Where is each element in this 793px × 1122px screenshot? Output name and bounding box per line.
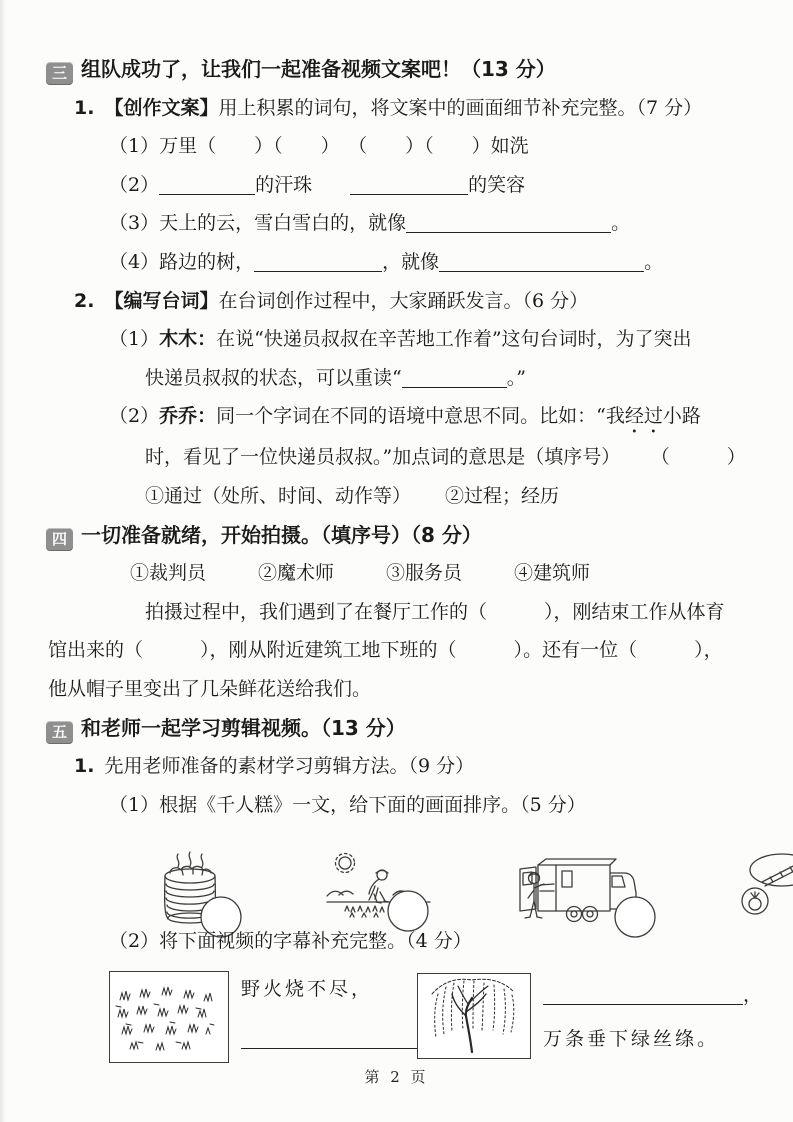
- q2-item-1-line-2: [145, 359, 765, 398]
- option-2: ②过程；经历: [445, 484, 560, 507]
- caption-line: [241, 971, 441, 1007]
- q1-header: [74, 89, 765, 128]
- item-number: （2）: [109, 930, 160, 953]
- section-3-marker-icon: 三: [46, 62, 73, 85]
- item-number: （1）: [109, 328, 160, 351]
- item-text: 。: [611, 212, 631, 235]
- item-number: （1）: [109, 793, 160, 816]
- section-4-paragraph-line-2: [48, 631, 765, 670]
- answer-paren[interactable]: （ ）: [424, 135, 491, 158]
- item-text: 万里: [159, 135, 198, 158]
- caption-line: [543, 1021, 765, 1057]
- section-5-marker-icon: 五: [46, 721, 73, 744]
- item-text: 天上的云，雪白雪白的，就像: [159, 212, 407, 235]
- paragraph-text: 。还有一位: [523, 639, 619, 662]
- answer-blank[interactable]: [402, 368, 507, 388]
- paragraph-text: ，刚从附近建筑工地下班的: [209, 639, 438, 662]
- answer-paren[interactable]: （ ）: [437, 639, 524, 662]
- section-5-title: 和老师一起学习剪辑视频。（13 分）: [81, 715, 406, 740]
- answer-paren[interactable]: （ ）: [660, 446, 746, 469]
- speaker-name: 木木：: [159, 328, 217, 351]
- caption-line: [241, 1021, 441, 1057]
- q2-header: [74, 282, 765, 321]
- item-text: 。: [644, 250, 664, 273]
- caption-grass-text: [241, 971, 441, 1063]
- answer-paren[interactable]: （ ）: [197, 135, 274, 158]
- answer-blank[interactable]: [543, 985, 743, 1005]
- item-text: 的汗珠: [255, 173, 313, 196]
- item-text: 时，看见了一位快递员叔叔。”加点词的意思是（填序号）: [145, 446, 621, 469]
- q5-1-item-1: [109, 786, 765, 825]
- q2-label: 【编写台词】: [104, 289, 219, 312]
- answer-paren[interactable]: （ ）: [273, 135, 340, 158]
- caption-text: 万条垂下绿丝绦。: [543, 1027, 720, 1050]
- answer-paren[interactable]: （ ）: [618, 639, 704, 662]
- item-number: （1）: [109, 135, 160, 158]
- item-text: ，就像: [382, 250, 440, 273]
- item-text: 将下面视频的字幕补充完整。（4 分）: [159, 930, 472, 953]
- section-4-options: [130, 554, 765, 593]
- q1-label: 【创作文案】: [104, 96, 219, 119]
- item-number: （3）: [109, 212, 160, 235]
- section-3-title: 组队成功了，让我们一起准备视频文案吧！（13 分）: [81, 57, 556, 81]
- item-text: 的笑容: [468, 173, 526, 196]
- option-2: ②魔术师: [258, 562, 335, 585]
- paragraph-text: 拍摄过程中，我们遇到了在餐厅工作的: [145, 600, 469, 623]
- q5-1-text: 先用老师准备的素材学习剪辑方法。（9 分）: [104, 755, 475, 778]
- answer-circle[interactable]: [615, 897, 655, 937]
- q2-item-2-options: [145, 477, 765, 516]
- section-3-header: [46, 50, 765, 89]
- q2-item-2-line-2: [145, 438, 765, 477]
- item-number: （2）: [109, 173, 160, 196]
- answer-blank[interactable]: [159, 175, 255, 195]
- option-1: ①通过（处所、时间、动作等）: [145, 484, 412, 507]
- paragraph-text: 他从帽子里变出了几朵鲜花送给我们。: [48, 677, 372, 700]
- answer-blank[interactable]: [406, 213, 611, 233]
- section-4-marker-icon: 四: [46, 528, 73, 551]
- section-4-title: 一切准备就绪，开始拍摄。（填序号）（8 分）: [81, 522, 482, 547]
- answer-paren[interactable]: （ ）: [124, 639, 210, 662]
- answer-blank[interactable]: [241, 1029, 419, 1049]
- item-text: 路边的树，: [159, 250, 255, 273]
- item-text: 。”: [506, 366, 526, 389]
- q1-item-1: [109, 127, 765, 166]
- q1-number: 1.: [74, 96, 95, 119]
- q2-number: 2.: [74, 289, 95, 312]
- paragraph-text: ，: [703, 639, 723, 662]
- q1-text: 用上积累的词句，将文案中的画面细节补充完整。（7 分）: [218, 96, 703, 119]
- paragraph-text: 馆出来的: [48, 639, 125, 662]
- paragraph-text: ，刚结束工作从体育: [553, 600, 725, 623]
- item-number: （2）: [109, 405, 160, 428]
- dotted-word: 经过: [624, 405, 663, 428]
- grass-image: [109, 971, 229, 1063]
- q1-item-3: [109, 204, 765, 243]
- q2-item-2-line-1: [109, 397, 765, 438]
- section-5-header: [46, 709, 765, 748]
- q5-1-number: 1.: [74, 755, 95, 778]
- q2-item-1-line-1: [109, 320, 765, 359]
- answer-paren[interactable]: （ ）: [357, 135, 425, 158]
- answer-blank[interactable]: [350, 175, 468, 195]
- picture-cooking-sugar-ingredients[interactable]: [737, 849, 793, 941]
- item-number: （4）: [109, 250, 160, 273]
- item-text: 如洗: [490, 135, 529, 158]
- caption-willow-text: [543, 971, 765, 1063]
- item-text: 根据《千人糕》一文，给下面的画面排序。（5 分）: [159, 793, 586, 816]
- answer-paren[interactable]: （ ）: [468, 600, 554, 623]
- answer-blank[interactable]: [254, 252, 382, 272]
- caption-completion-row: [109, 971, 765, 1063]
- section-4-paragraph-line-3: [48, 670, 765, 709]
- section-4-header: [46, 516, 765, 555]
- q1-item-4: [109, 243, 765, 282]
- picture-ordering-row: [108, 830, 737, 922]
- answer-blank[interactable]: [439, 252, 644, 272]
- q1-item-2: [109, 166, 765, 205]
- item-text: 快递员叔叔的状态，可以重读“: [145, 366, 402, 389]
- option-3: ③服务员: [386, 562, 463, 585]
- picture-delivery-truck-loading[interactable]: [512, 849, 657, 941]
- option-1: ①裁判员: [130, 562, 207, 585]
- q5-1-header: [74, 747, 765, 786]
- caption-willow-group: [417, 971, 765, 1063]
- item-text: 在说“快递员叔叔在辛苦地工作着”这句台词时，为了突出: [216, 328, 692, 351]
- caption-text: ，: [743, 983, 766, 1006]
- caption-text: 野火烧不尽，: [241, 977, 374, 1000]
- section-4-paragraph-line-1: [145, 593, 765, 632]
- willow-image: [417, 973, 531, 1059]
- caption-grass-group: [109, 971, 417, 1063]
- caption-line: [543, 977, 765, 1013]
- q2-text: 在台词创作过程中，大家踊跃发言。（6 分）: [218, 289, 589, 312]
- speaker-name: 乔乔：: [159, 405, 217, 428]
- item-text: 同一个字词在不同的语境中意思不同。比如：“我: [216, 405, 625, 428]
- q5-1-item-2: [109, 922, 765, 961]
- page-number: 第 2 页: [364, 1068, 429, 1086]
- item-text: 小路: [662, 405, 701, 428]
- option-4: ④建筑师: [514, 562, 591, 585]
